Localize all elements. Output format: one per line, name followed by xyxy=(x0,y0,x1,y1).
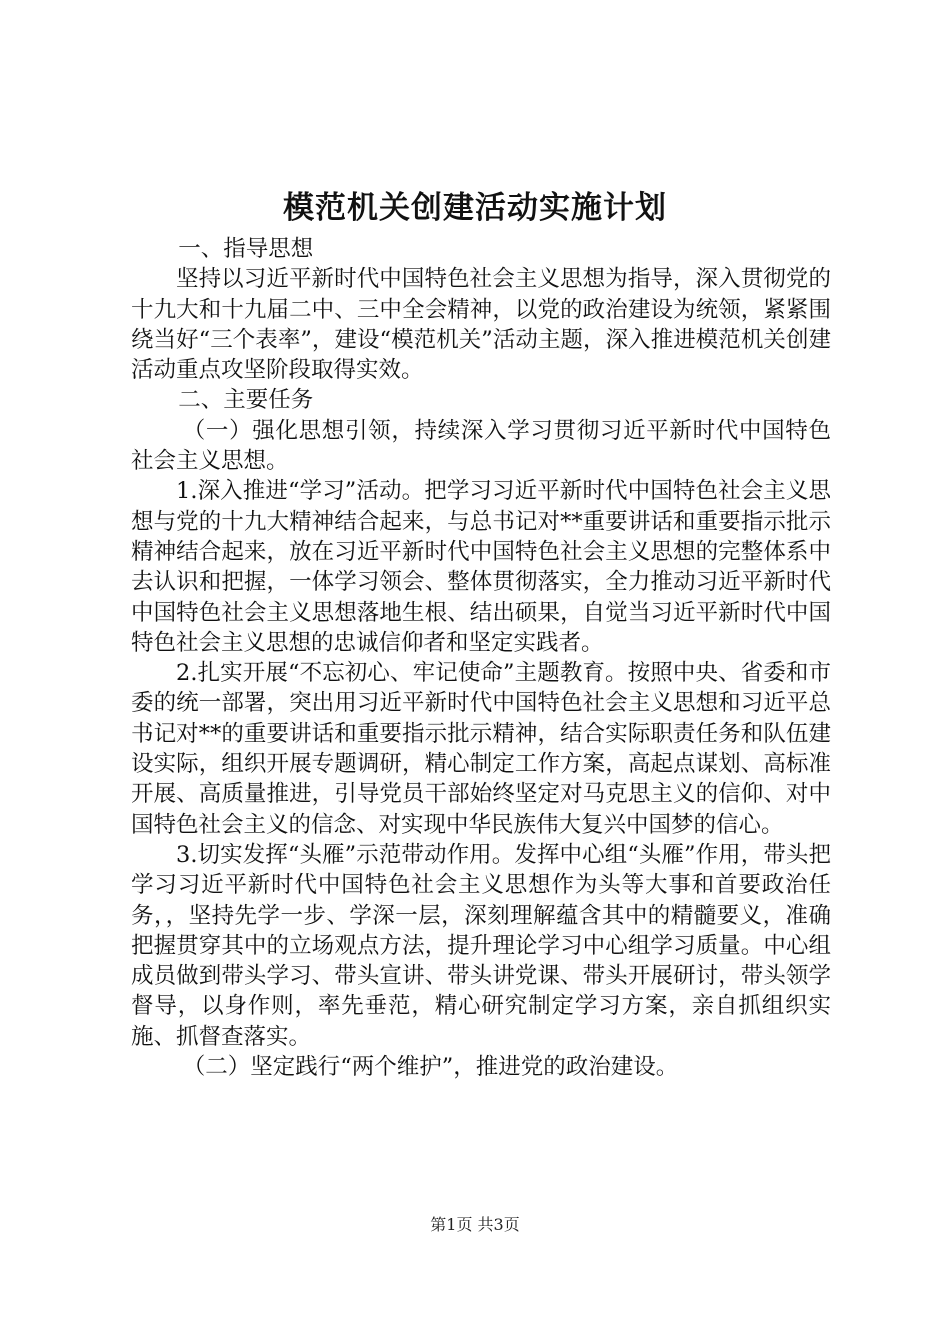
paragraph-task-3: 3.切实发挥“头雁”示范带动作用。发挥中心组“头雁”作用，带头把学习习近平新时代中国特色社会主义思想作为头等大事和首要政治任务，，坚持先学一步、学深一层，深刻理解蕴含其中的精髓要义，准确把握贯穿其中的立场观点方法，提升理论学习中心组学习质量。中心组成员做到带头学习、带头宣讲、带头讲党课、带头开展研讨，带头领学督导，以身作则，率先垂范，精心研究制定学习方案，亲自抓组织实施、抓督查落实。 xyxy=(131,841,831,1050)
subsection-heading-1: （一）强化思想引领，持续深入学习贯彻习近平新时代中国特色社会主义思想。 xyxy=(131,417,831,475)
paragraph-task-2: 2.扎实开展“不忘初心、牢记使命”主题教育。按照中央、省委和市委的统一部署，突出用习近平新时代中国特色社会主义思想和习近平总书记对**的重要讲话和重要指示批示精神，结合实际职责任务和队伍建设实际，组织开展专题调研，精心制定工作方案，高起点谋划、高标准开展、高质量推进，引导党员干部始终坚定对马克思主义的信仰、对中国特色社会主义的信念、对实现中华民族伟大复兴中国梦的信心。 xyxy=(131,660,831,838)
paragraph-task-1: 1.深入推进“学习”活动。把学习习近平新时代中国特色社会主义思想与党的十九大精神结合起来，与总书记对**重要讲话和重要指示批示精神结合起来，放在习近平新时代中国特色社会主义思想的完整体系中去认识和把握，一体学习领会、整体贯彻落实，全力推动习近平新时代中国特色社会主义思想落地生根、结出硕果，自觉当习近平新时代中国特色社会主义思想的忠诚信仰者和坚定实践者。 xyxy=(131,478,831,656)
section-heading-guiding-ideology: 一、指导思想 xyxy=(178,236,314,262)
document-title: 模范机关创建活动实施计划 xyxy=(283,190,667,226)
subsection-heading-2: （二）坚定践行“两个维护”，推进党的政治建设。 xyxy=(182,1054,679,1081)
document-body xyxy=(131,234,831,1082)
page-footer: 第1页 共3页 xyxy=(430,1215,520,1234)
paragraph-guiding-ideology: 坚持以习近平新时代中国特色社会主义思想为指导，深入贯彻党的十九大和十九届二中、三中全会精神，以党的政治建设为统领，紧紧围绕当好“三个表率”，建设“模范机关”活动主题，深入推进模范机关创建活动重点攻坚阶段取得实效。 xyxy=(131,266,831,384)
section-heading-main-tasks: 二、主要任务 xyxy=(178,387,314,414)
